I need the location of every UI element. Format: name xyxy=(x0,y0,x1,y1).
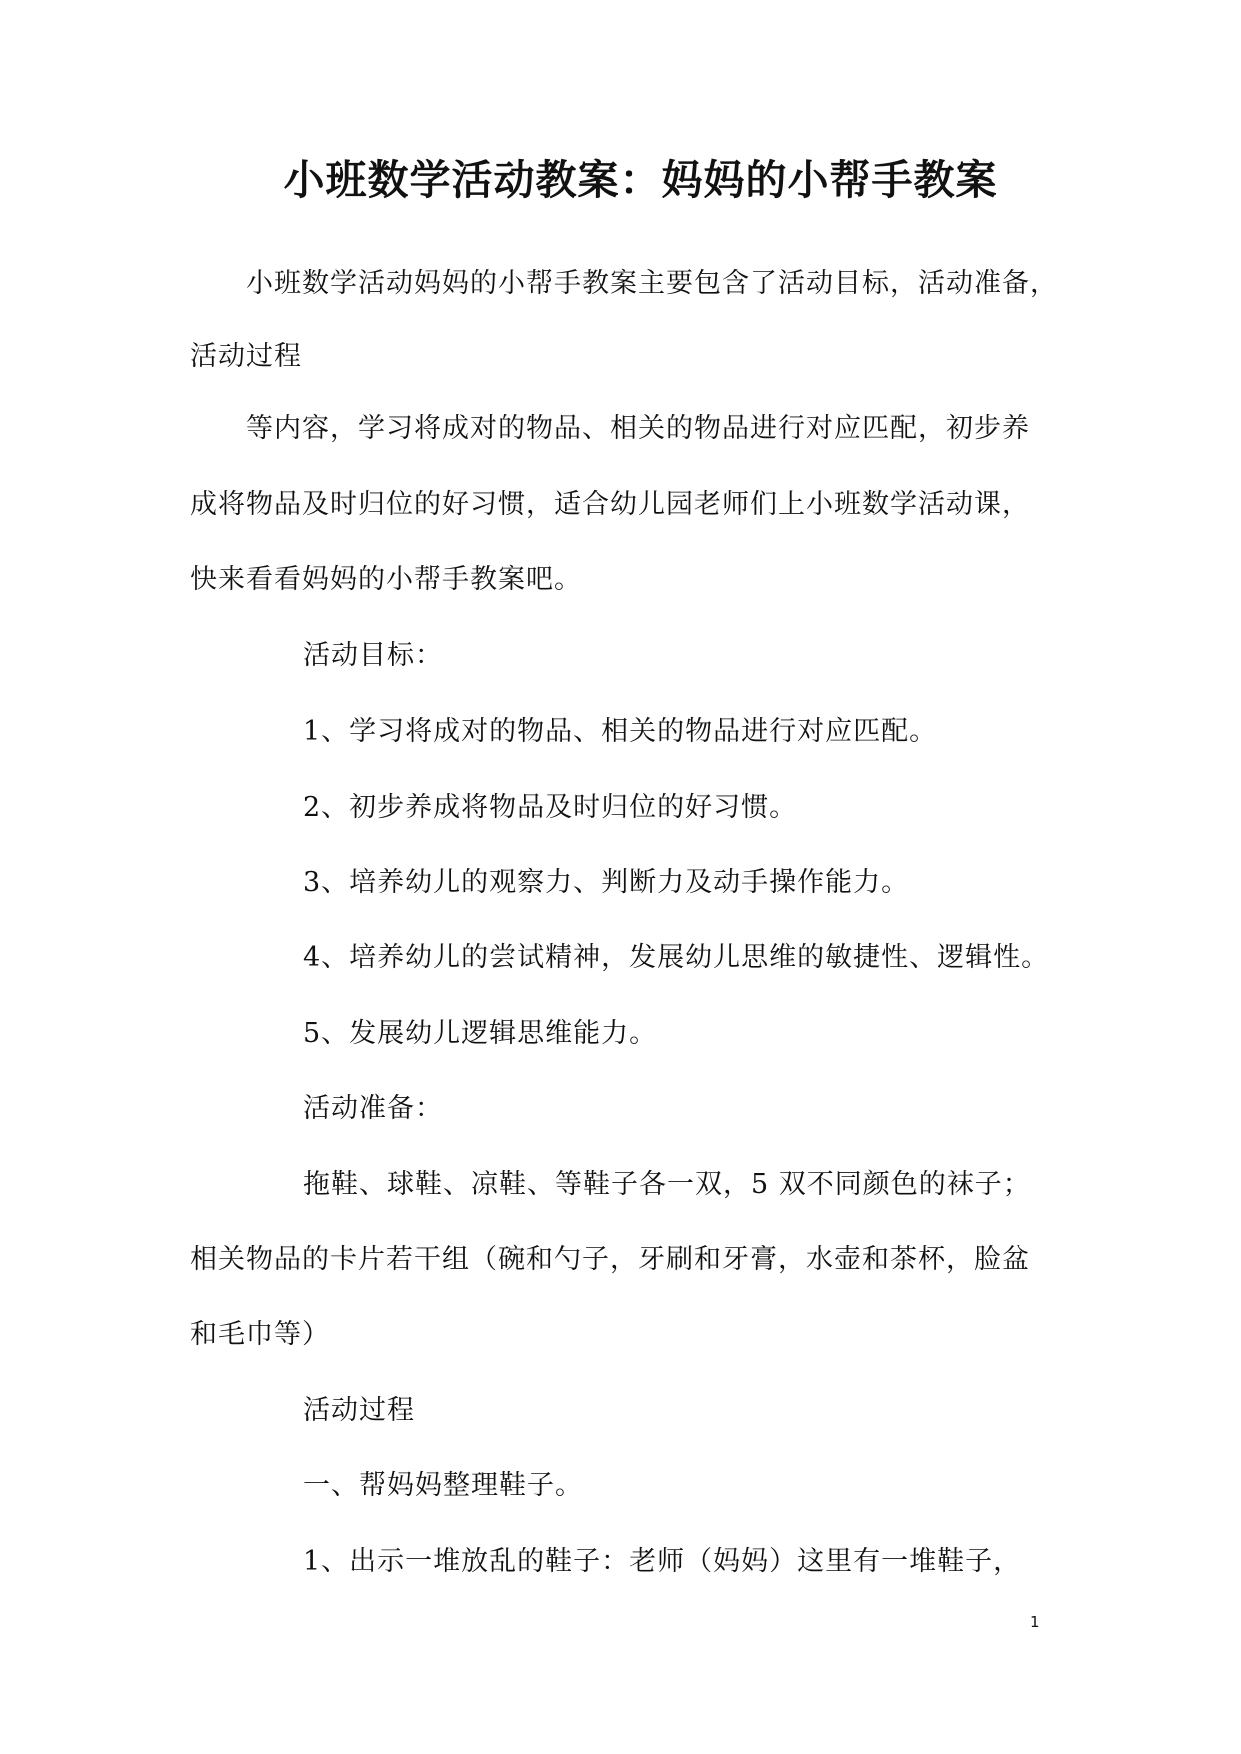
list-item: 4、培养幼儿的尝试精神，发展幼儿思维的敏捷性、逻辑性。 xyxy=(303,942,1050,973)
paragraph-line: 一、帮妈妈整理鞋子。 xyxy=(303,1470,583,1501)
paragraph-line: 活动过程 xyxy=(190,341,302,372)
section-heading: 活动准备： xyxy=(303,1093,443,1124)
paragraph-line: 相关物品的卡片若干组（碗和勺子，牙刷和牙膏，水壶和茶杯，脸盆 xyxy=(190,1244,1030,1275)
paragraph-line: 1、出示一堆放乱的鞋子：老师（妈妈）这里有一堆鞋子， xyxy=(303,1546,1022,1577)
section-heading: 活动目标： xyxy=(303,640,443,671)
paragraph-line: 成将物品及时归位的好习惯，适合幼儿园老师们上小班数学活动课， xyxy=(190,489,1030,520)
paragraph-line: 小班数学活动妈妈的小帮手教案主要包含了活动目标，活动准备， xyxy=(246,268,1058,299)
document-title: 小班数学活动教案：妈妈的小帮手教案 xyxy=(283,156,998,204)
section-heading: 活动过程 xyxy=(303,1395,415,1426)
list-item: 2、初步养成将物品及时归位的好习惯。 xyxy=(303,792,798,823)
list-item: 1、学习将成对的物品、相关的物品进行对应匹配。 xyxy=(303,716,938,747)
paragraph-line: 拖鞋、球鞋、凉鞋、等鞋子各一双，5 双不同颜色的袜子； xyxy=(303,1169,1031,1200)
paragraph-line: 等内容，学习将成对的物品、相关的物品进行对应匹配，初步养 xyxy=(246,413,1030,444)
paragraph-line: 和毛巾等） xyxy=(190,1319,330,1350)
paragraph-line: 快来看看妈妈的小帮手教案吧。 xyxy=(190,564,582,595)
page-number: 1 xyxy=(1030,1613,1040,1631)
list-item: 5、发展幼儿逻辑思维能力。 xyxy=(303,1018,658,1049)
list-item: 3、培养幼儿的观察力、判断力及动手操作能力。 xyxy=(303,867,910,898)
